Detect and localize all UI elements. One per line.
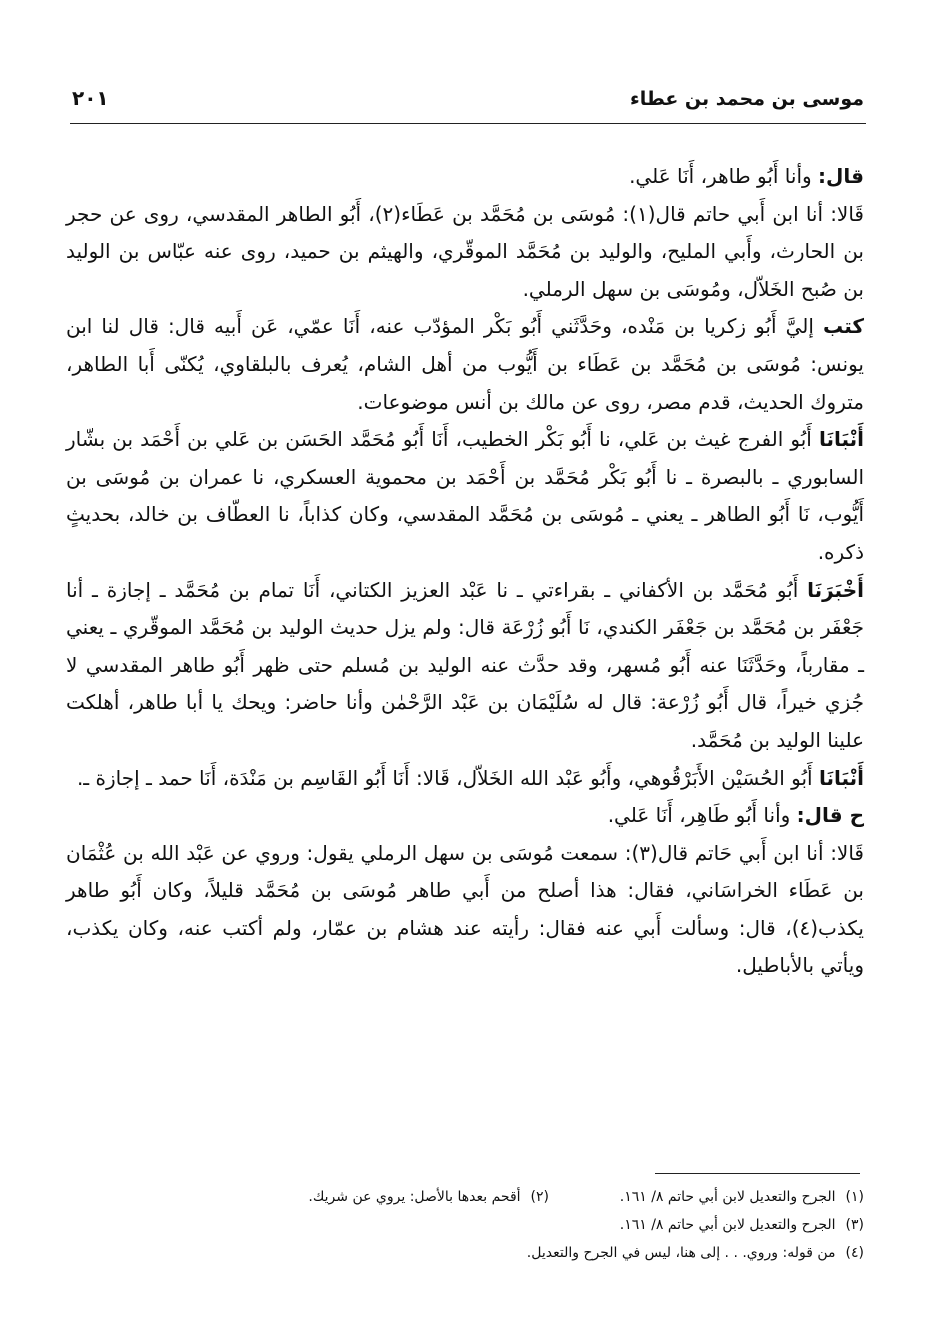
paragraph-lead: كتب [823,314,864,339]
paragraph-1 [66,158,864,196]
footnote-text: الجرح والتعديل لابن أبي حاتم ٨/ ١٦١. [619,1189,836,1205]
paragraph-lead: أَخْبَرَنَا [807,577,864,602]
paragraph-text: أَبُو مُحَمَّد بن الأكفاني ـ بقراءتي ـ نا عَبْد العزيز الكتاني، أَنَا تمام بن مُحَمَّد ـ إجازة ـ أنا جَعْفَر بن مُحَمَّد بن جَعْفَر الكندي، نَا أَبُو زُرْعَة قال: ولم يزل حديث الوليد بن مُحَمَّد الموقّري ـ يعني ـ مقارباً، وحَدَّثَنَا عنه أَبُو مُسهر، وقد حدَّث عنه الوليد بن مُسلم حتى ظهر أَبُو طاهر المقدسي لا جُزي خيراً، قال أَبُو زُرْعة: قال له سُلَيْمَان بن عَبْد الرَّحْمٰن وأنا حاضر: ويحك يا أبا طاهر، أهلكت علينا الوليد بن مُحَمَّد. [66,577,864,752]
paragraph-text: إليَّ أَبُو زكريا بن مَنْده، وحَدَّثَني أَبُو بَكْر المؤدّب عنه، أَنَا عمّي، عَن أَبيه قال: قال لنا ابن يونس: مُوسَى بن مُحَمَّد بن عَطَاء بن أَيُّوب من أهل الشام، يُعرف بالبلقاوي، يُكنّى أَبا الطاهر، متروك الحديث، قدم مصر، روى عن مالك بن أنس موضوعات. [66,314,864,414]
paragraph-lead: قال: [818,164,864,188]
footnote-row [66,1183,864,1211]
paragraph-8 [66,835,864,985]
footnote-number: (٣) [845,1217,864,1233]
paragraph-7 [66,797,864,835]
paragraph-lead: ح قال: [796,803,864,828]
paragraph-lead: أَنْبَانَا [818,427,864,452]
paragraph-text: قَالا: أنا ابن أَبي حاتم قال(١): مُوسَى بن مُحَمَّد بن عَطَاء(٢)، أَبُو الطاهر المقدسي، روى عن حجر بن الحارث، وأَبي المليح، والوليد بن مُحَمَّد الموقّري، والهيثم بن حميد، روى عنه عبّاس بن الوليد بن صُبح الخَلاّل، ومُوسَى بن سهل الرملي. [66,201,864,301]
footnote-row [66,1211,864,1239]
page-number: ٢٠١ [72,86,109,110]
paragraph-2 [66,196,864,309]
paragraph-text: قَالا: أنا ابن أَبي حَاتم قال(٣): سمعت مُوسَى بن سهل الرملي يقول: وروي عن عَبْد الله بن عُثْمَان بن عَطَاء الخراسَاني، فقال: هذا أصلح من أَبي طاهر مُوسَى بن مُحَمَّد قليلاً، وكان أَبُو طاهر يكذب(٤)، قال: وسألت أَبي عنه فقال: رأيته عند هشام بن عمّار، ولم أكتب عنه، وكان يكذب، ويأتي بالأباطيل. [66,840,864,978]
footnote-rule [655,1173,860,1174]
footnote-text: أقحم بعدها بالأصل: يروي عن شريك. [308,1189,521,1205]
footnote-text: الجرح والتعديل لابن أبي حاتم ٨/ ١٦١. [619,1217,836,1233]
footnote-number: (٤) [845,1245,864,1261]
footnote-3 [620,1211,864,1239]
footnote-2 [308,1183,549,1211]
header-rule [70,123,866,124]
footnote-number: (٢) [530,1189,549,1205]
footnote-text: من قوله: وروي. . . إلى هنا، ليس في الجرح والتعديل. [526,1245,836,1261]
footnote-number: (١) [845,1189,864,1205]
paragraph-3 [66,308,864,421]
footnotes [66,1183,864,1267]
paragraph-5 [66,572,864,760]
footnote-row [66,1239,864,1267]
footnote-4 [527,1239,864,1267]
paragraph-4 [66,421,864,571]
paragraph-text: أَبُو الفرج غيث بن عَلي، نا أَبُو بَكْر الخطيب، أَنَا أَبُو مُحَمَّد الحَسَن بن عَلي بن أَحْمَد بن بشّار السابوري ـ بالبصرة ـ نا أَبُو بَكْر مُحَمَّد بن أَحْمَد بن محموية العسكري، نا عمران بن مُوسَى بن أَيُّوب، نَا أَبُو الطاهر ـ يعني ـ مُوسَى بن مُحَمَّد المقدسي، وكان كذاباً، نا العطّاف بن خالد، بحديثٍ ذكره. [66,427,864,564]
paragraph-6 [66,760,864,798]
footnote-1 [549,1183,864,1211]
running-title: موسى بن محمد بن عطاء [629,88,864,110]
paragraph-text: وأنا أَبُو طَاهِر، أَنَا عَلي. [607,803,797,828]
paragraph-text: وأنا أَبُو طاهر، أَنَا عَلي. [629,164,819,188]
paragraph-text: أَبُو الحُسَيْن الأَبَرْقُوهي، وأَبُو عَبْد الله الخَلاّل، قَالا: أَنَا أَبُو القَاسِم بن مَنْدَة، أَنَا حمد ـ إجازة ـ. [76,765,819,790]
paragraph-lead: أَنْبَانَا [818,765,864,790]
main-text [66,158,864,985]
